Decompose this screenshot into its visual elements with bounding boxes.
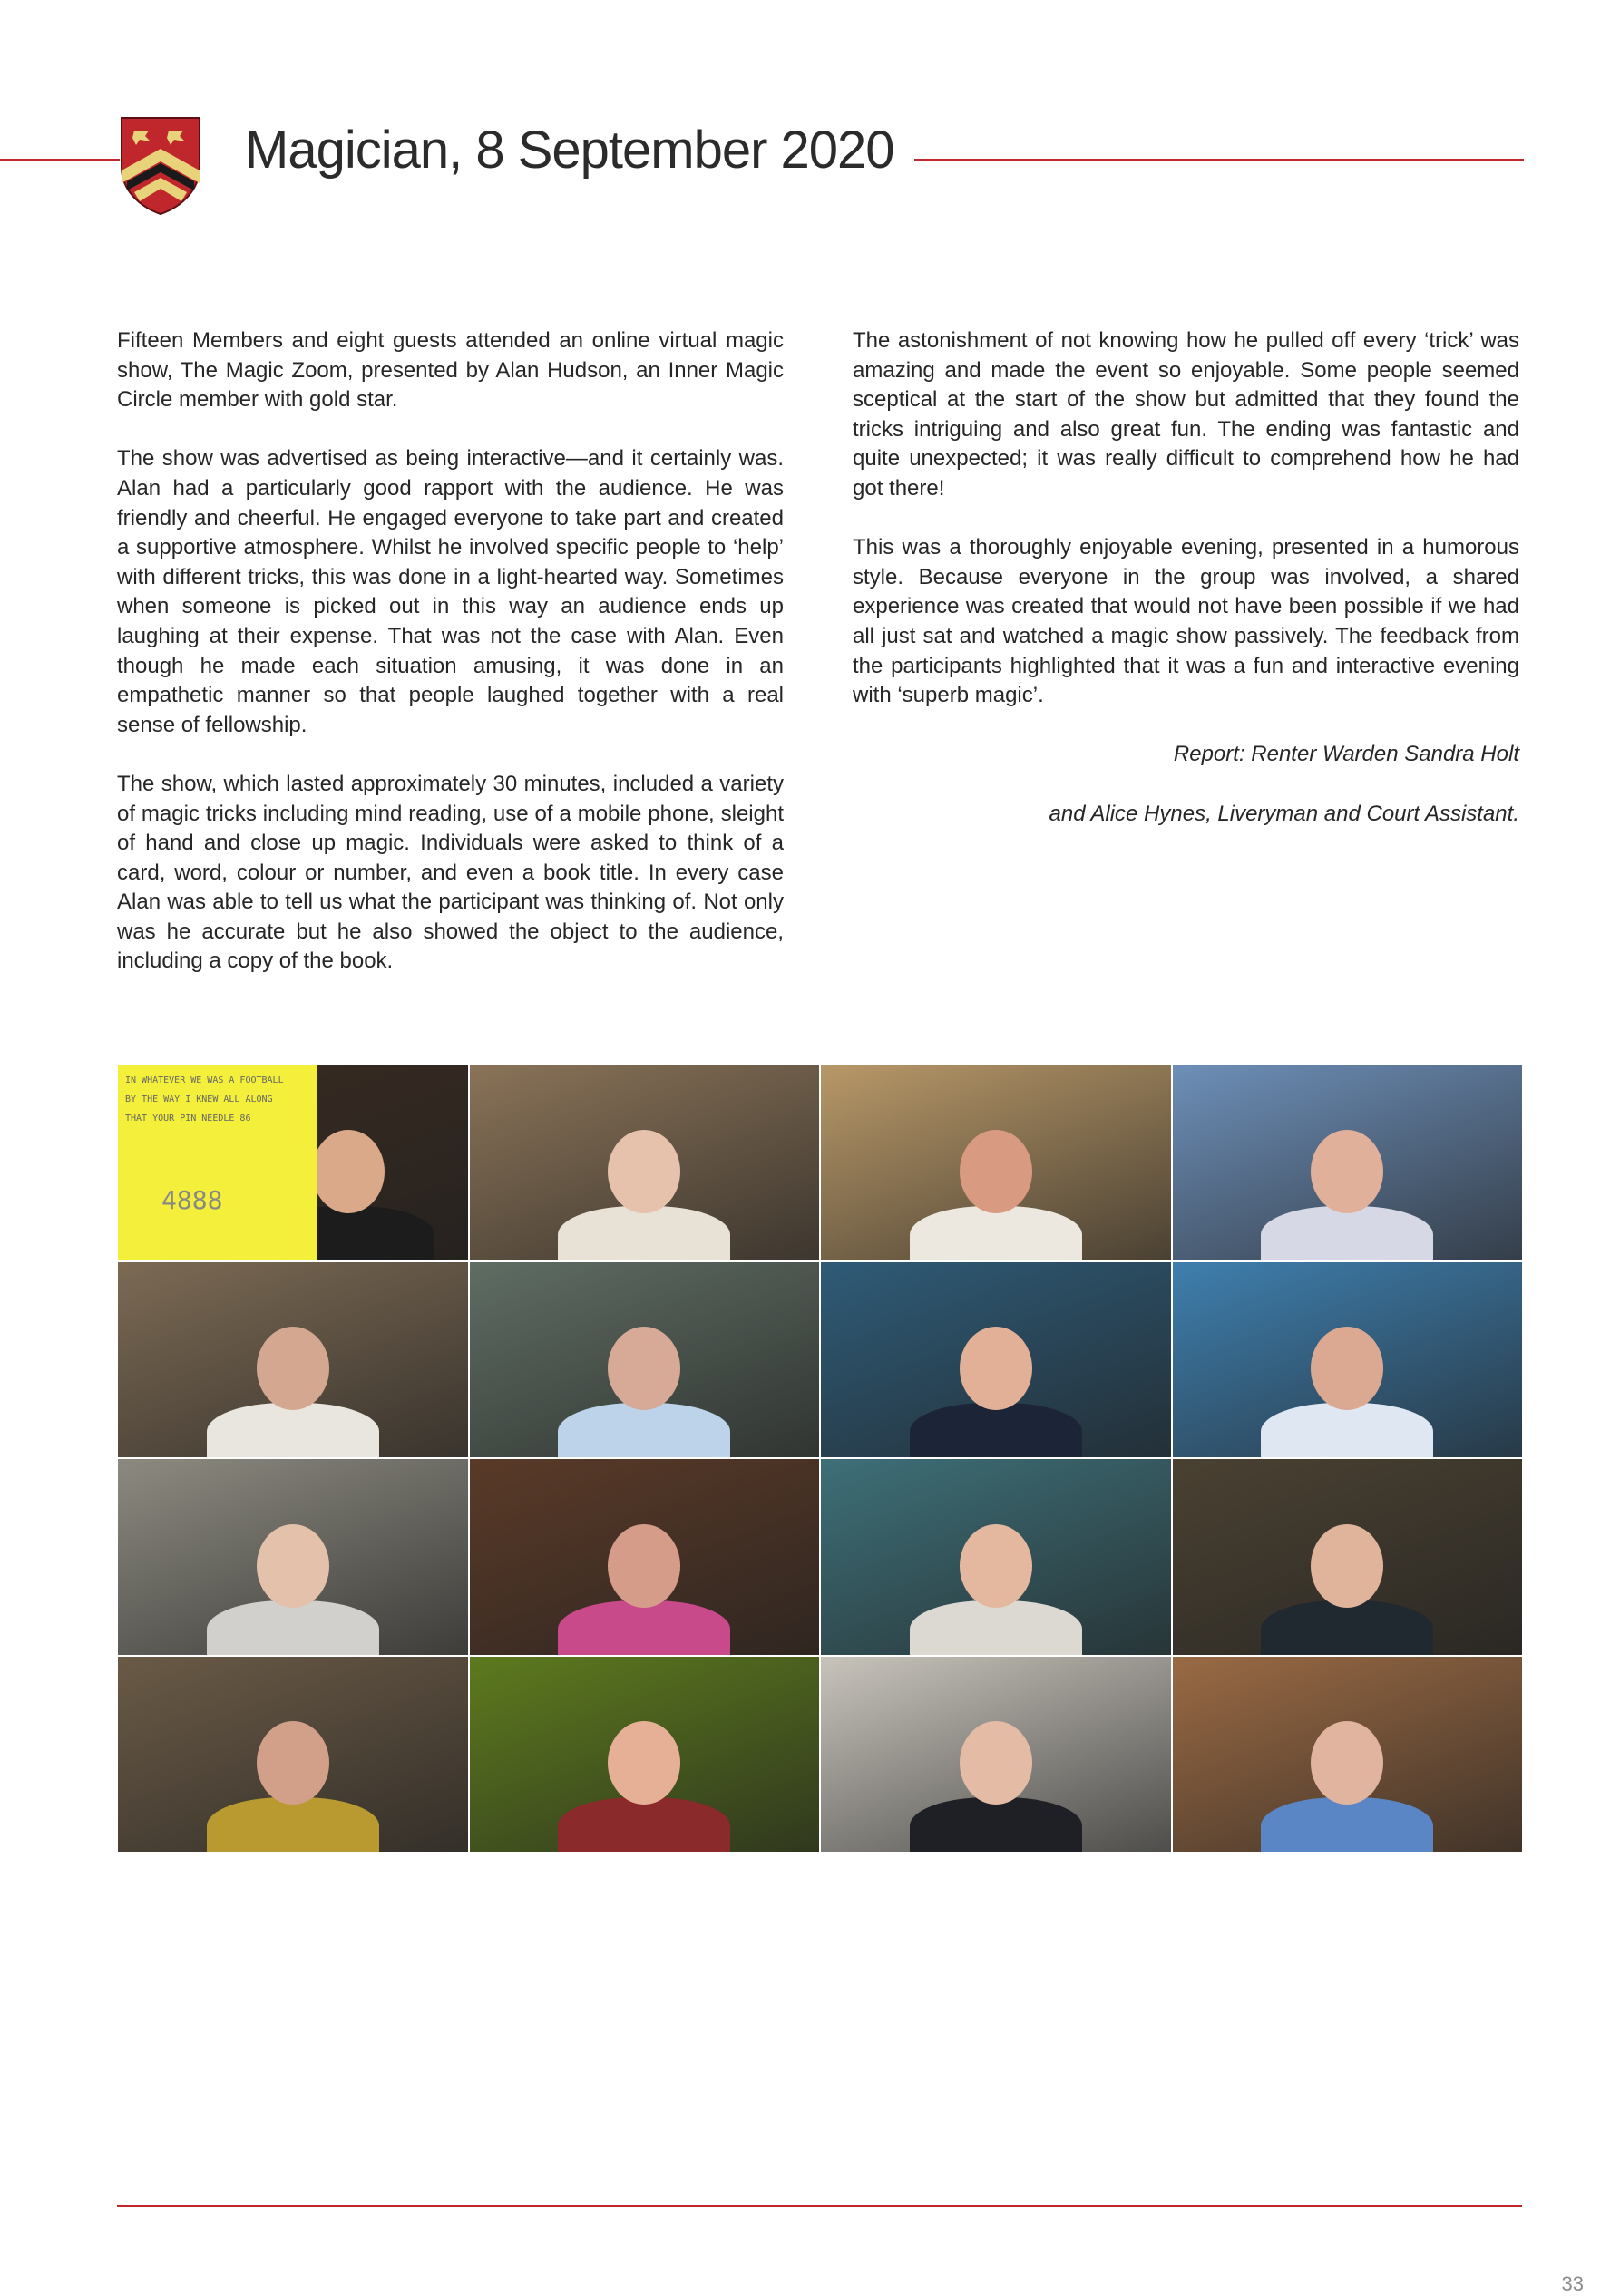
participant-head [960, 1524, 1032, 1608]
participant-body [558, 1600, 730, 1655]
page-title: Magician, 8 September 2020 [245, 121, 894, 180]
participant-video-tile [470, 1657, 820, 1853]
participant-head [1311, 1130, 1383, 1213]
participant-head [1311, 1524, 1383, 1608]
participant-video-tile [821, 1262, 1171, 1458]
article-paragraph: Fifteen Members and eight guests attended an online virtual magic show, The Magic Zoom, presented by Alan Hudson, an Inner Magic Circle member with gold star. [117, 328, 784, 413]
participant-body [910, 1797, 1082, 1852]
participant-body [207, 1797, 379, 1852]
participant-head [960, 1130, 1032, 1213]
participant-video-tile [821, 1459, 1171, 1655]
participant-body [558, 1403, 730, 1457]
zoom-participants-photo [118, 1065, 1522, 1852]
participant-video-tile [118, 1459, 468, 1655]
participant-video-tile [470, 1065, 820, 1260]
page-number: 33 [1561, 2272, 1584, 2295]
participant-video-tile [470, 1459, 820, 1655]
participant-video-tile [1173, 1459, 1523, 1655]
article-column-right [853, 326, 1519, 859]
participant-video-tile [1173, 1262, 1523, 1458]
participant-body [1261, 1797, 1433, 1852]
participant-head [608, 1721, 680, 1805]
participant-body [558, 1797, 730, 1852]
article-paragraph: The show, which lasted approximately 30 minutes, included a variety of magic tricks including mind reading, use of a mobile phone, sleight of hand and close up magic. Individuals were asked to think of a card, word, colour or number, and even a book title. In every case Alan was able to tell us what the participant was thinking of. Not only was he accurate but he also showed the object to the audience, including a copy of the book. [117, 771, 784, 974]
participant-video-tile [118, 1657, 468, 1853]
participant-head [1311, 1721, 1383, 1805]
footer-rule [117, 2205, 1522, 2207]
article-paragraph: The show was advertised as being interactive—and it certainly was. Alan had a particularly good rapport with the audience. He was friendly and cheerful. He engaged everyone to take part and created a supportive atmosphere. Whilst he involved specific people to ‘help’ with different tricks, this was done in a light-hearted way. Sometimes when someone is picked out in this way an audience ends up laughing at their expense. That was not the case with Alan. Even though he made each situation amusing, it was done in an empathetic manner so that people laughed together with a real sense of fellowship. [117, 446, 784, 737]
prediction-sign [118, 1065, 317, 1260]
header-rule-right [914, 159, 1524, 161]
participant-head [1311, 1327, 1383, 1410]
article-paragraph: The astonishment of not knowing how he pulled off every ‘trick’ was amazing and made the event so enjoyable. Some people seemed sceptical at the start of the show but admitted that they found the tricks intriguing and also great fun. The ending was fantastic and quite unexpected; it was really difficult to comprehend how he had got there! [853, 328, 1519, 501]
header-rule-left [0, 159, 120, 161]
participant-video-tile [470, 1262, 820, 1458]
participant-body [207, 1403, 379, 1457]
participant-body [207, 1600, 379, 1655]
article-paragraph: This was a thoroughly enjoyable evening, presented in a humorous style. Because everyone in the group was involved, a shared experience was created that would not have been possible if we had all just sat and watched a magic show passively. The feedback from the participants highlighted that it was a fun and interactive evening with ‘superb magic’. [853, 535, 1519, 708]
report-credit-line2: and Alice Hynes, Liveryman and Court Assistant. [1049, 801, 1519, 826]
participant-head [257, 1327, 329, 1410]
participant-body [910, 1206, 1082, 1260]
participant-head [608, 1524, 680, 1608]
participant-video-tile [118, 1065, 468, 1260]
participant-head [608, 1327, 680, 1410]
participant-body [1261, 1600, 1433, 1655]
sign-text-line: BY THE WAY I KNEW ALL ALONG [125, 1094, 273, 1104]
participant-head [257, 1524, 329, 1608]
participant-body [1261, 1403, 1433, 1457]
participant-head [960, 1721, 1032, 1805]
participant-video-tile [821, 1065, 1171, 1260]
participant-body [910, 1600, 1082, 1655]
participant-video-tile [118, 1262, 468, 1458]
participant-head [312, 1130, 385, 1213]
sign-text-line: IN WHATEVER WE WAS A FOOTBALL [125, 1075, 284, 1085]
sign-text-line: THAT YOUR PIN NEEDLE 86 [125, 1114, 251, 1124]
report-credit-line1: Report: Renter Warden Sandra Holt [1173, 742, 1519, 767]
participant-body [1261, 1206, 1433, 1260]
participant-body [558, 1206, 730, 1260]
participant-head [257, 1721, 329, 1805]
participant-head [608, 1130, 680, 1213]
participant-video-tile [821, 1657, 1171, 1853]
participant-head [960, 1327, 1032, 1410]
participant-body [910, 1403, 1082, 1457]
participant-video-tile [1173, 1065, 1523, 1260]
article-column-left [117, 326, 784, 1007]
livery-crest-icon [118, 114, 203, 216]
participant-video-tile [1173, 1657, 1523, 1853]
sign-number: 4888 [161, 1184, 223, 1215]
